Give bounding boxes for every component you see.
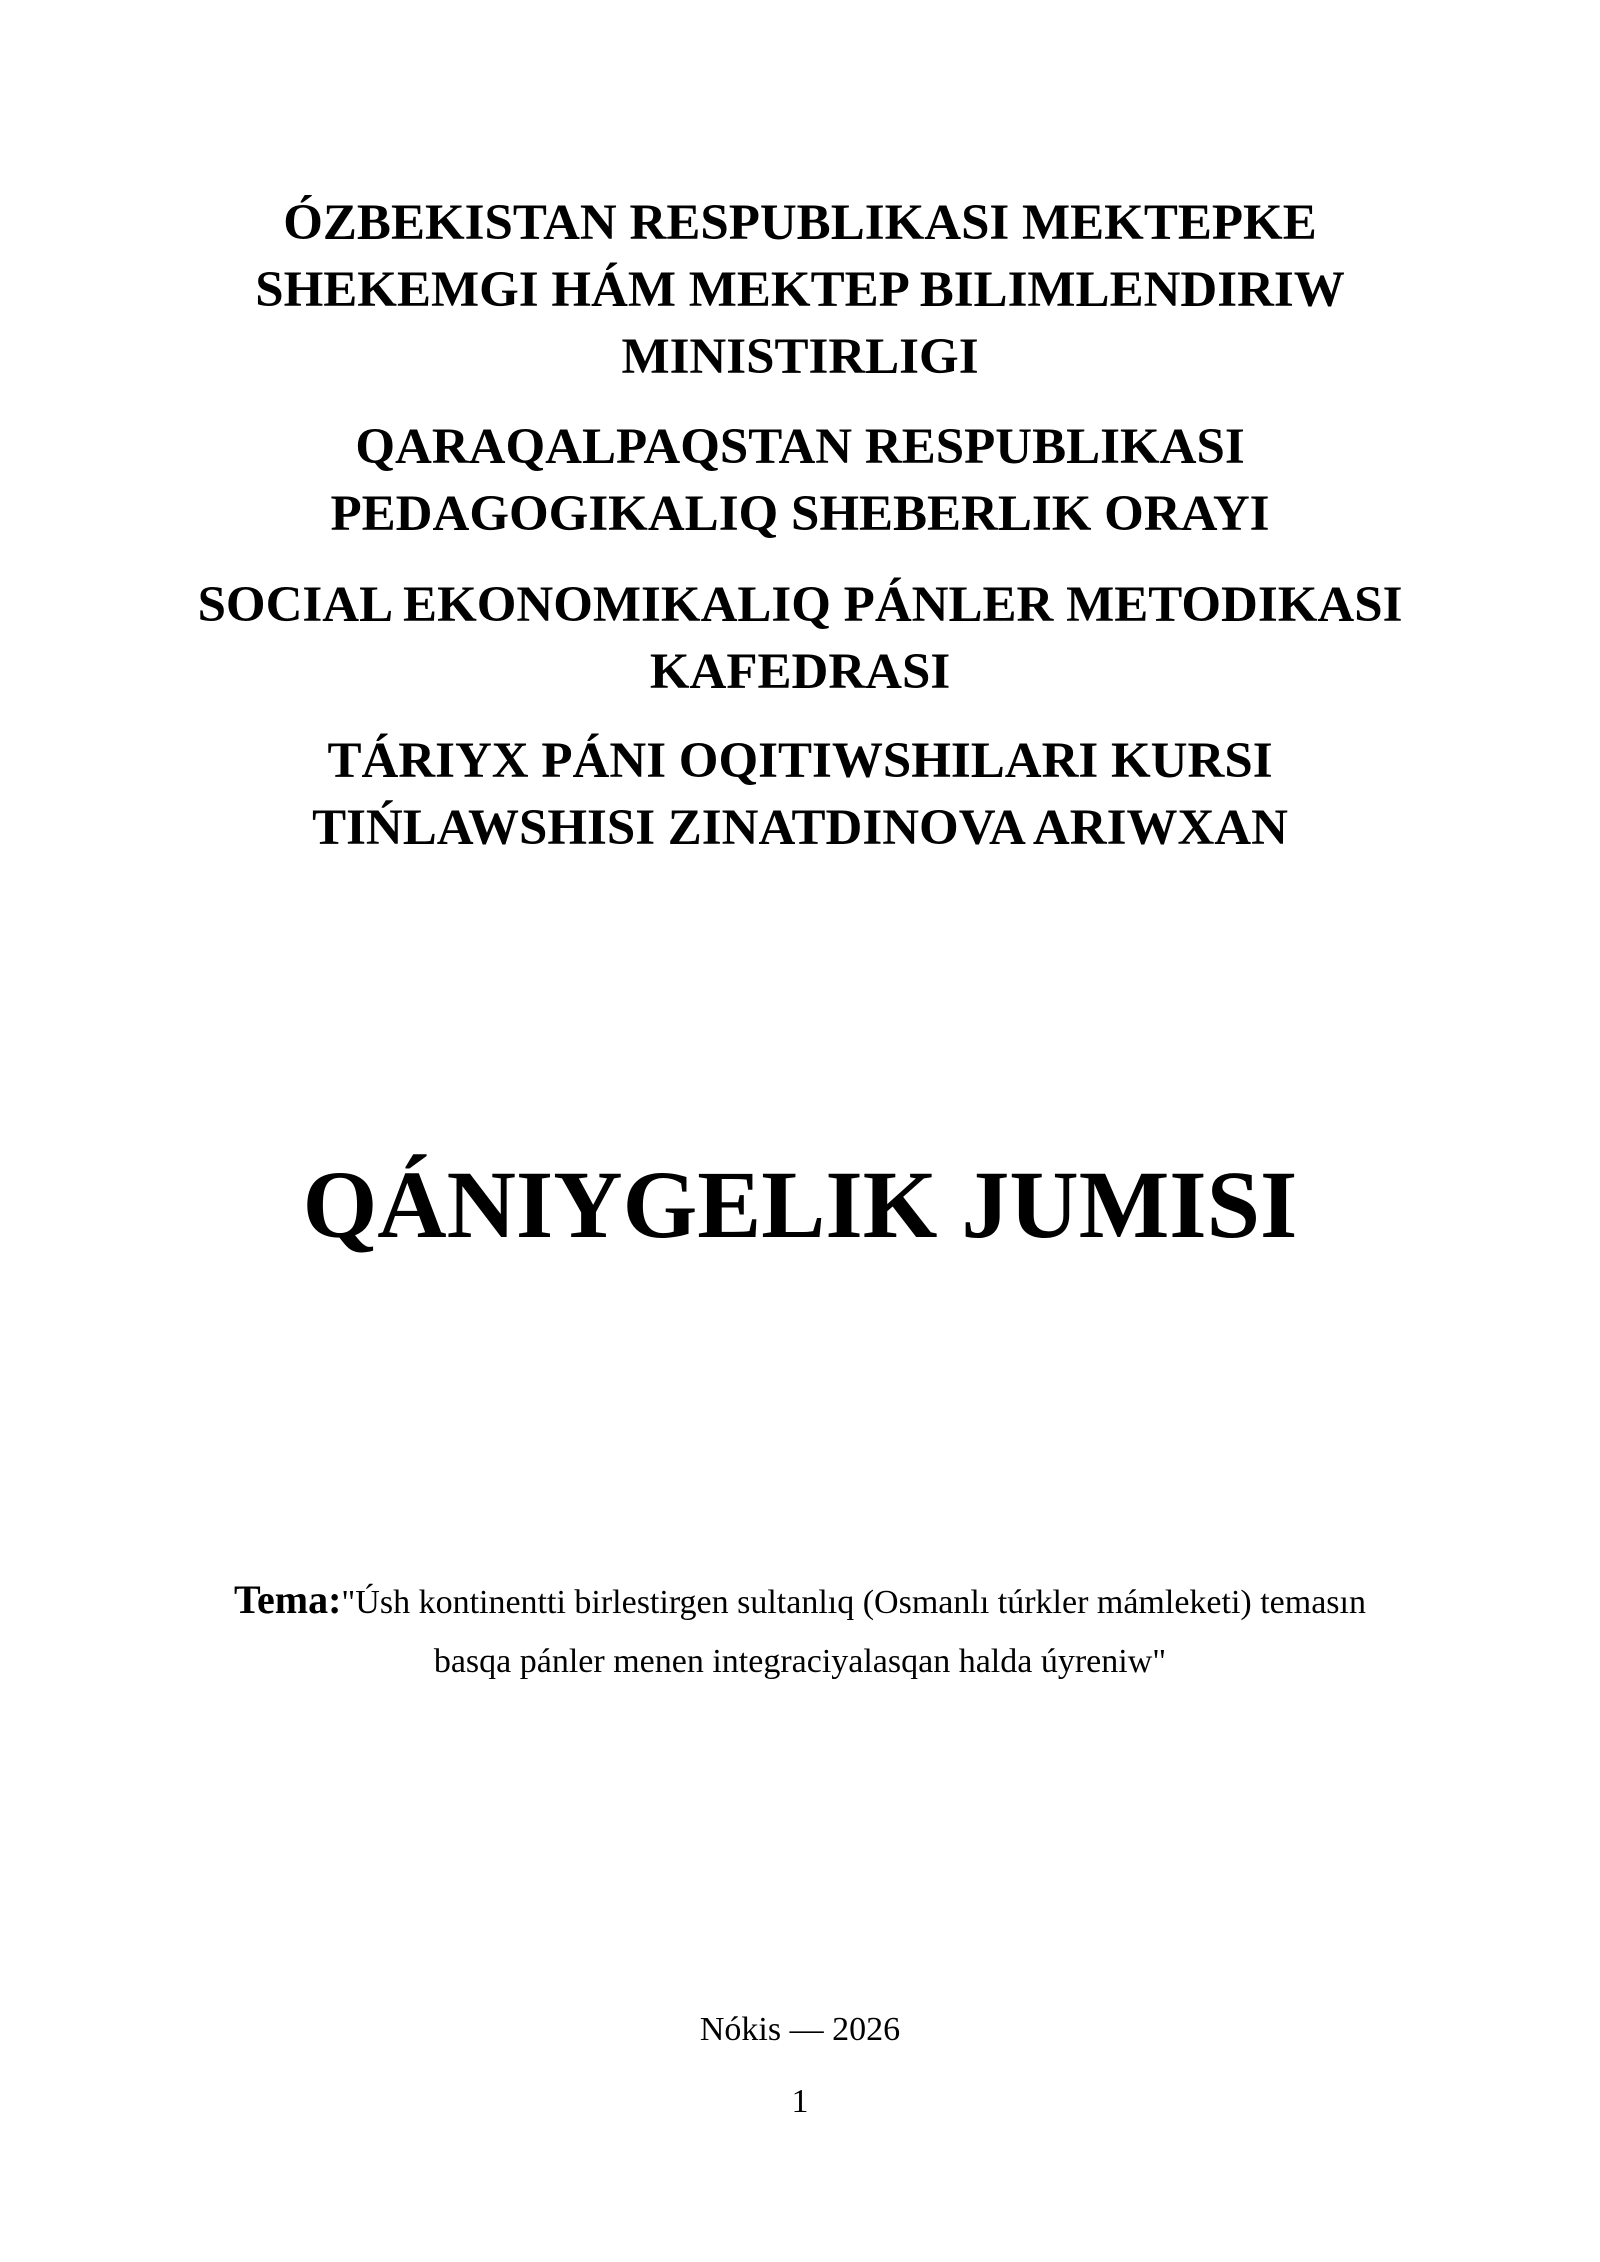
topic-label: Tema: — [234, 1577, 342, 1622]
center-heading-line: PEDAGOGIKALIQ SHEBERLIK ORAYI — [330, 486, 1270, 542]
ministry-heading-line: ÓZBEKISTAN RESPUBLIKASI MEKTEPKE — [283, 195, 1317, 251]
center-heading — [150, 414, 1450, 548]
document-title: QÁNIYGELIK JUMISI — [302, 1151, 1298, 1258]
topic-block — [120, 1570, 1480, 1691]
author-heading-line: TÁRIYX PÁNI OQITIWSHILARI KURSI — [327, 733, 1273, 789]
topic-first-row — [120, 1570, 1480, 1632]
place-and-year: Nókis — 2026 — [699, 2011, 901, 2048]
department-heading — [150, 572, 1450, 706]
author-heading — [150, 728, 1450, 862]
center-heading-line: QARAQALPAQSTAN RESPUBLIKASI — [355, 419, 1245, 475]
topic-text-line-2: basqa pánler menen integraciyalasqan halda úyreniw" — [433, 1643, 1167, 1680]
topic-text-line-1: "Úsh kontinentti birlestirgen sultanlıq (Osmanlı túrkler mámleketi) temasın — [341, 1584, 1366, 1621]
page-number: 1 — [791, 2083, 809, 2120]
ministry-heading-line: SHEKEMGI HÁM MEKTEP BILIMLENDIRIW — [255, 262, 1345, 318]
ministry-heading — [150, 190, 1450, 391]
author-heading-line: TIŃLAWSHISI ZINATDINOVA ARIWXAN — [312, 800, 1288, 856]
department-heading-line: SOCIAL EKONOMIKALIQ PÁNLER METODIKASI — [197, 577, 1403, 633]
ministry-heading-line: MINISTIRLIGI — [621, 329, 979, 385]
department-heading-line: KAFEDRASI — [649, 644, 951, 700]
